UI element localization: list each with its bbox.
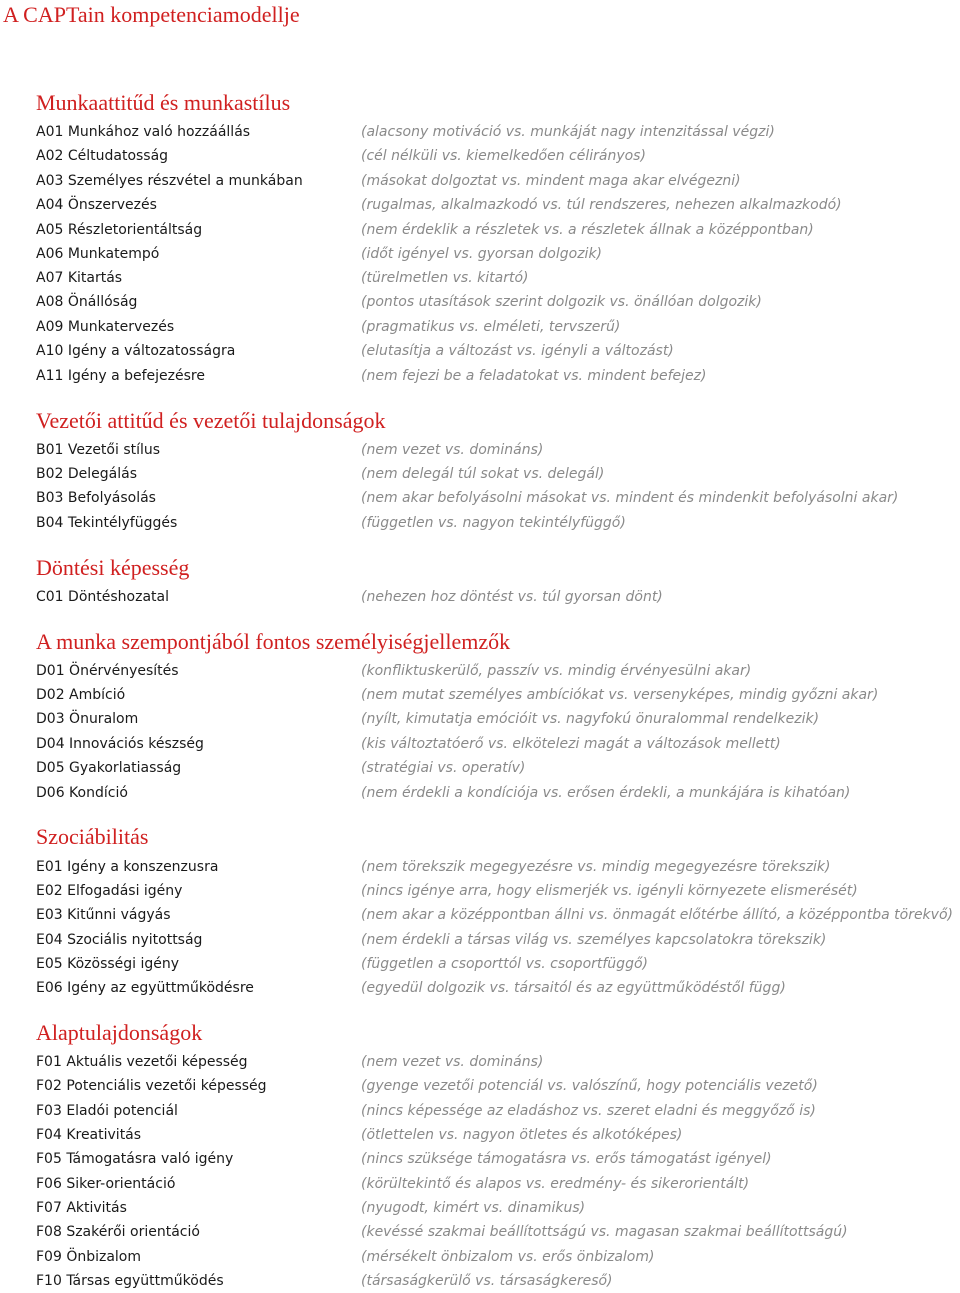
item-description: (egyedül dolgozik vs. társaitól és az együttműködéstől függ) — [361, 980, 786, 996]
item-label: F09 Önbizalom — [36, 1249, 142, 1265]
section-title: Munkaattitűd és munkastílus — [36, 90, 291, 115]
item-label: D02 Ambíció — [36, 687, 126, 703]
item-label: A07 Kitartás — [36, 270, 123, 286]
list-item — [0, 585, 960, 609]
item-label: F08 Szakérői orientáció — [36, 1224, 200, 1240]
item-description: (független a csoporttól vs. csoportfüggő) — [361, 956, 648, 972]
item-description: (nyugodt, kimért vs. dinamikus) — [361, 1200, 586, 1216]
item-description: (pontos utasítások szerint dolgozik vs. önállóan dolgozik) — [361, 294, 762, 310]
item-label: F04 Kreativitás — [36, 1127, 142, 1143]
item-label: E04 Szociális nyitottság — [36, 932, 203, 948]
item-label: D06 Kondíció — [36, 785, 128, 801]
list-item — [0, 242, 960, 266]
item-description: (ötlettelen vs. nagyon ötletes és alkotóképes) — [361, 1127, 683, 1143]
list-item — [0, 659, 960, 683]
list-item — [0, 266, 960, 290]
list-item — [0, 976, 960, 1000]
section-title: Alaptulajdonságok — [36, 1020, 203, 1045]
item-description: (nem érdekli a kondíciója vs. erősen érdekli, a munkájára is kihatóan) — [361, 785, 851, 801]
item-description: (nem érdekli a társas világ vs. személyes kapcsolatokra törekszik) — [361, 932, 827, 948]
item-description: (nem fejezi be a feladatokat vs. mindent befejez) — [361, 368, 707, 384]
list-item — [0, 169, 960, 193]
item-description: (mérsékelt önbizalom vs. erős önbizalom) — [361, 1249, 655, 1265]
item-label: D03 Önuralom — [36, 711, 139, 727]
list-item — [0, 462, 960, 486]
item-label: E01 Igény a konszenzusra — [36, 859, 219, 875]
list-item — [0, 1147, 960, 1171]
item-label: A11 Igény a befejezésre — [36, 368, 205, 384]
list-item — [0, 732, 960, 756]
item-label: A09 Munkatervezés — [36, 319, 175, 335]
section-title: Vezetői attitűd és vezetői tulajdonságok — [36, 408, 386, 433]
item-description: (társaságkerülő vs. társaságkereső) — [361, 1273, 613, 1289]
item-label: E02 Elfogadási igény — [36, 883, 183, 899]
list-item — [0, 952, 960, 976]
item-description: (türelmetlen vs. kitartó) — [361, 270, 529, 286]
item-description: (független vs. nagyon tekintélyfüggő) — [361, 515, 626, 531]
item-description: (gyenge vezetői potenciál vs. valószínű, hogy potenciális vezető) — [361, 1078, 818, 1094]
list-item — [0, 120, 960, 144]
item-description: (cél nélküli vs. kiemelkedően célirányos) — [361, 148, 646, 164]
item-label: F07 Aktivitás — [36, 1200, 127, 1216]
list-item — [0, 1245, 960, 1269]
item-description: (rugalmas, alkalmazkodó vs. túl rendszeres, nehezen alkalmazkodó) — [361, 197, 842, 213]
section-title: Döntési képesség — [36, 555, 190, 580]
item-description: (nem érdeklik a részletek vs. a részletek állnak a középpontban) — [361, 222, 814, 238]
item-label: E06 Igény az együttműködésre — [36, 980, 254, 996]
item-description: (nincs igénye arra, hogy elismerjék vs. igényli környezete elismerését) — [361, 883, 858, 899]
item-description: (időt igényel vs. gyorsan dolgozik) — [361, 246, 603, 262]
item-label: F10 Társas együttműködés — [36, 1273, 224, 1289]
item-label: B02 Delegálás — [36, 466, 137, 482]
item-label: F06 Siker-orientáció — [36, 1176, 176, 1192]
item-description: (nem vezet vs. domináns) — [361, 1054, 544, 1070]
item-label: F01 Aktuális vezetői képesség — [36, 1054, 248, 1070]
list-item — [0, 1220, 960, 1244]
item-label: E05 Közösségi igény — [36, 956, 180, 972]
item-description: (másokat dolgoztat vs. mindent maga akar elvégezni) — [361, 173, 741, 189]
list-item — [0, 486, 960, 510]
item-label: A06 Munkatempó — [36, 246, 160, 262]
list-item — [0, 1099, 960, 1123]
list-item — [0, 903, 960, 927]
list-item — [0, 290, 960, 314]
item-description: (nem delegál túl sokat vs. delegál) — [361, 466, 605, 482]
list-item — [0, 756, 960, 780]
item-description: (alacsony motiváció vs. munkáját nagy intenzitással végzi) — [361, 124, 775, 140]
item-label: D01 Önérvényesítés — [36, 663, 179, 679]
item-label: B01 Vezetői stílus — [36, 442, 161, 458]
list-item — [0, 193, 960, 217]
list-item — [0, 1050, 960, 1074]
item-label: F05 Támogatásra való igény — [36, 1151, 234, 1167]
item-description: (nincs képessége az eladáshoz vs. szeret eladni és meggyőző is) — [361, 1103, 816, 1119]
page-title: A CAPTain kompetenciamodellje — [3, 2, 300, 27]
item-label: A02 Céltudatosság — [36, 148, 169, 164]
list-item — [0, 438, 960, 462]
item-label: A05 Részletorientáltság — [36, 222, 203, 238]
list-item — [0, 707, 960, 731]
item-description: (nem akar befolyásolni másokat vs. mindent és mindenkit befolyásolni akar) — [361, 490, 899, 506]
list-item — [0, 339, 960, 363]
item-label: E03 Kitűnni vágyás — [36, 907, 171, 923]
item-description: (konfliktuskerülő, passzív vs. mindig érvényesülni akar) — [361, 663, 752, 679]
list-item — [0, 683, 960, 707]
item-label: B03 Befolyásolás — [36, 490, 156, 506]
section-title: A munka szempontjából fontos személyiségjellemzők — [36, 629, 511, 654]
list-item — [0, 855, 960, 879]
list-item — [0, 364, 960, 388]
list-item — [0, 1074, 960, 1098]
item-description: (stratégiai vs. operatív) — [361, 760, 526, 776]
item-description: (nyílt, kimutatja emócióit vs. nagyfokú önuralommal rendelkezik) — [361, 711, 820, 727]
item-description: (nem akar a középpontban állni vs. önmagát előtérbe állító, a középpontba törekvő) — [361, 907, 953, 923]
list-item — [0, 928, 960, 952]
list-item — [0, 1269, 960, 1293]
item-description: (kis változtatóerő vs. elkötelezi magát a változások mellett) — [361, 736, 781, 752]
item-label: B04 Tekintélyfüggés — [36, 515, 178, 531]
list-item — [0, 781, 960, 805]
item-label: A10 Igény a változatosságra — [36, 343, 236, 359]
list-item — [0, 315, 960, 339]
item-description: (nem vezet vs. domináns) — [361, 442, 544, 458]
item-description: (körültekintő és alapos vs. eredmény- és sikerorientált) — [361, 1176, 750, 1192]
list-item — [0, 218, 960, 242]
item-description: (nem mutat személyes ambíciókat vs. versenyképes, mindig győzni akar) — [361, 687, 879, 703]
item-label: A03 Személyes részvétel a munkában — [36, 173, 303, 189]
item-label: A01 Munkához való hozzáállás — [36, 124, 251, 140]
item-description: (elutasítja a változást vs. igényli a változást) — [361, 343, 674, 359]
item-description: (nincs szüksége támogatásra vs. erős támogatást igényel) — [361, 1151, 772, 1167]
list-item — [0, 511, 960, 535]
item-description: (kevéssé szakmai beállítottságú vs. magasan szakmai beállítottságú) — [361, 1224, 848, 1240]
list-item — [0, 1172, 960, 1196]
section-title: Szociábilitás — [36, 824, 149, 849]
item-label: A08 Önállóság — [36, 294, 138, 310]
item-label: D05 Gyakorlatiasság — [36, 760, 182, 776]
item-label: A04 Önszervezés — [36, 197, 157, 213]
item-label: D04 Innovációs készség — [36, 736, 204, 752]
list-item — [0, 144, 960, 168]
item-description: (pragmatikus vs. elméleti, tervszerű) — [361, 319, 621, 335]
list-item — [0, 879, 960, 903]
item-description: (nehezen hoz döntést vs. túl gyorsan dönt) — [361, 589, 663, 605]
item-description: (nem törekszik megegyezésre vs. mindig megegyezésre törekszik) — [361, 859, 831, 875]
item-label: F03 Eladói potenciál — [36, 1103, 178, 1119]
list-item — [0, 1196, 960, 1220]
item-label: C01 Döntéshozatal — [36, 589, 169, 605]
item-label: F02 Potenciális vezetői képesség — [36, 1078, 267, 1094]
list-item — [0, 1123, 960, 1147]
